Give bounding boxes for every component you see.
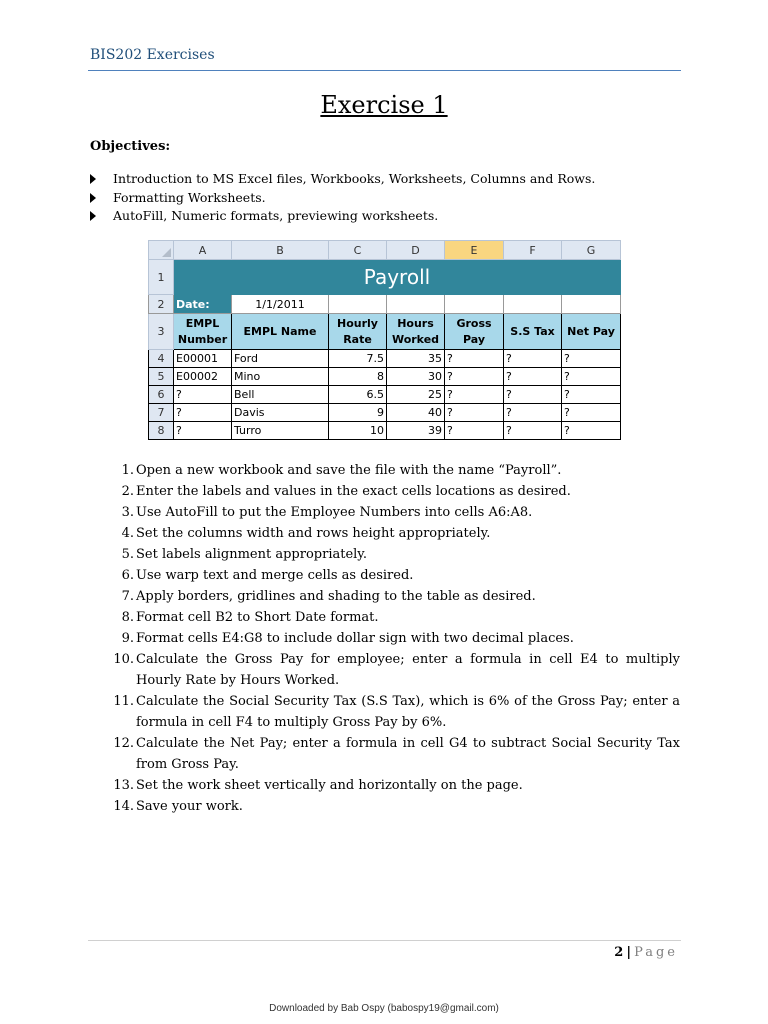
- task-number: 10.: [113, 652, 134, 667]
- page-separator: |: [626, 945, 632, 960]
- task-item: [110, 502, 680, 523]
- column-header: F: [504, 241, 562, 260]
- table-cell: 7.5: [329, 350, 387, 368]
- objective-item: [90, 189, 595, 208]
- sheet-row: [149, 260, 621, 295]
- task-text: Format cell B2 to Short Date format.: [136, 610, 379, 625]
- table-header-cell: EMPL Number: [174, 314, 232, 350]
- task-number: 11.: [113, 694, 134, 709]
- column-header: C: [329, 241, 387, 260]
- objective-item: [90, 170, 595, 189]
- objective-text: Formatting Worksheets.: [113, 189, 266, 205]
- task-item: [110, 796, 680, 817]
- document-header: BIS202 Exercises: [90, 47, 215, 63]
- task-item: [110, 628, 680, 649]
- task-item: [110, 586, 680, 607]
- table-cell: 40: [387, 404, 445, 422]
- table-cell: ?: [504, 404, 562, 422]
- sheet-row: [149, 295, 621, 314]
- table-cell: Mino: [232, 368, 329, 386]
- column-header-row: [149, 241, 621, 260]
- date-value-cell: 1/1/2011: [232, 295, 329, 314]
- row-header: 1: [149, 260, 174, 295]
- table-cell: ?: [445, 422, 504, 440]
- task-text: Set the work sheet vertically and horizontally on the page.: [136, 778, 523, 793]
- table-cell: ?: [445, 404, 504, 422]
- row-header: 5: [149, 368, 174, 386]
- table-cell: ?: [562, 386, 621, 404]
- table-cell: ?: [504, 422, 562, 440]
- table-cell: ?: [445, 386, 504, 404]
- empty-cell: [387, 295, 445, 314]
- table-header-cell: Gross Pay: [445, 314, 504, 350]
- task-number: 1.: [121, 463, 134, 478]
- task-number: 14.: [113, 799, 134, 814]
- task-item: [110, 607, 680, 628]
- task-number: 6.: [121, 568, 134, 583]
- table-row: [149, 368, 621, 386]
- task-item: [110, 775, 680, 796]
- download-note: Downloaded by Bab Ospy (babospy19@gmail.com): [269, 1003, 499, 1014]
- objective-text: Introduction to MS Excel files, Workbooks, Worksheets, Columns and Rows.: [113, 171, 596, 186]
- task-text: Set the columns width and rows height appropriately.: [136, 526, 491, 541]
- table-row: [149, 350, 621, 368]
- task-text: Calculate the Social Security Tax (S.S Tax), which is 6% of the Gross Pay; enter a formula in cell F4 to multiply Gross Pay by 6%.: [136, 694, 680, 730]
- task-number: 3.: [121, 505, 134, 520]
- table-cell: E00002: [174, 368, 232, 386]
- task-text: Enter the labels and values in the exact cells locations as desired.: [136, 484, 571, 499]
- footer-divider: [88, 940, 681, 941]
- task-item: [110, 565, 680, 586]
- task-text: Open a new workbook and save the file with the name “Payroll”.: [136, 463, 562, 478]
- table-header-cell: Hourly Rate: [329, 314, 387, 350]
- task-number: 2.: [121, 484, 134, 499]
- empty-cell: [329, 295, 387, 314]
- task-number: 9.: [121, 631, 134, 646]
- column-header: A: [174, 241, 232, 260]
- row-header: 6: [149, 386, 174, 404]
- task-number: 7.: [121, 589, 134, 604]
- sheet-title-cell: Payroll: [174, 260, 621, 295]
- table-header-cell: S.S Tax: [504, 314, 562, 350]
- column-header: D: [387, 241, 445, 260]
- task-number: 4.: [121, 526, 134, 541]
- table-cell: Davis: [232, 404, 329, 422]
- header-divider: [88, 70, 681, 71]
- table-cell: Ford: [232, 350, 329, 368]
- empty-cell: [445, 295, 504, 314]
- table-cell: ?: [174, 386, 232, 404]
- table-cell: 9: [329, 404, 387, 422]
- table-cell: Turro: [232, 422, 329, 440]
- task-text: Apply borders, gridlines and shading to the table as desired.: [136, 589, 536, 604]
- task-number: 8.: [121, 610, 134, 625]
- task-item: [110, 733, 680, 775]
- table-cell: 25: [387, 386, 445, 404]
- column-header: B: [232, 241, 329, 260]
- excel-sheet-screenshot: [148, 240, 620, 438]
- empty-cell: [504, 295, 562, 314]
- sheet-header-row: [149, 314, 621, 350]
- objectives-heading: Objectives:: [90, 139, 171, 154]
- table-cell: 8: [329, 368, 387, 386]
- column-header: G: [562, 241, 621, 260]
- objective-text: AutoFill, Numeric formats, previewing worksheets.: [113, 208, 439, 223]
- row-header: 2: [149, 295, 174, 314]
- table-cell: ?: [445, 368, 504, 386]
- task-number: 12.: [113, 736, 134, 751]
- task-item: [110, 481, 680, 502]
- table-cell: ?: [504, 368, 562, 386]
- table-cell: ?: [562, 368, 621, 386]
- table-cell: ?: [562, 422, 621, 440]
- select-all-corner: [149, 241, 174, 260]
- task-item: [110, 523, 680, 544]
- table-cell: ?: [562, 404, 621, 422]
- column-header-selected: E: [445, 241, 504, 260]
- task-item: [110, 691, 680, 733]
- task-text: Use AutoFill to put the Employee Numbers into cells A6:A8.: [136, 505, 533, 520]
- table-row: [149, 404, 621, 422]
- table-cell: Bell: [232, 386, 329, 404]
- table-cell: ?: [562, 350, 621, 368]
- row-header: 7: [149, 404, 174, 422]
- objectives-list: [90, 170, 595, 226]
- table-row: [149, 386, 621, 404]
- table-cell: ?: [504, 386, 562, 404]
- row-header: 4: [149, 350, 174, 368]
- table-cell: 30: [387, 368, 445, 386]
- table-cell: 10: [329, 422, 387, 440]
- select-all-icon: [162, 248, 171, 257]
- page-title: Exercise 1: [320, 91, 448, 119]
- table-row: [149, 422, 621, 440]
- task-item: [110, 460, 680, 481]
- table-cell: 35: [387, 350, 445, 368]
- page-word: Page: [634, 945, 678, 960]
- task-text: Calculate the Gross Pay for employee; enter a formula in cell E4 to multiply Hourly Rate by Hours Worked.: [136, 652, 680, 688]
- empty-cell: [562, 295, 621, 314]
- date-label-cell: Date:: [174, 295, 232, 314]
- task-text: Format cells E4:G8 to include dollar sign with two decimal places.: [136, 631, 574, 646]
- page-number: 2: [614, 945, 624, 960]
- row-header: 8: [149, 422, 174, 440]
- table-cell: 6.5: [329, 386, 387, 404]
- task-text: Set labels alignment appropriately.: [136, 547, 368, 562]
- table-cell: ?: [445, 350, 504, 368]
- table-cell: ?: [174, 404, 232, 422]
- task-item: [110, 544, 680, 565]
- table-cell: ?: [504, 350, 562, 368]
- bullet-arrow-icon: [90, 211, 96, 221]
- table-header-cell: Hours Worked: [387, 314, 445, 350]
- task-list: [110, 460, 680, 817]
- task-text: Use warp text and merge cells as desired.: [136, 568, 414, 583]
- row-header: 3: [149, 314, 174, 350]
- table-header-cell: Net Pay: [562, 314, 621, 350]
- table-cell: E00001: [174, 350, 232, 368]
- task-item: [110, 649, 680, 691]
- page-number-footer: [614, 945, 678, 960]
- task-number: 5.: [121, 547, 134, 562]
- task-text: Calculate the Net Pay; enter a formula in cell G4 to subtract Social Security Tax from Gross Pay.: [136, 736, 680, 772]
- table-header-cell: EMPL Name: [232, 314, 329, 350]
- bullet-arrow-icon: [90, 174, 96, 184]
- task-number: 13.: [113, 778, 134, 793]
- task-text: Save your work.: [136, 799, 243, 814]
- bullet-arrow-icon: [90, 193, 96, 203]
- objective-item: [90, 207, 595, 226]
- table-cell: 39: [387, 422, 445, 440]
- table-cell: ?: [174, 422, 232, 440]
